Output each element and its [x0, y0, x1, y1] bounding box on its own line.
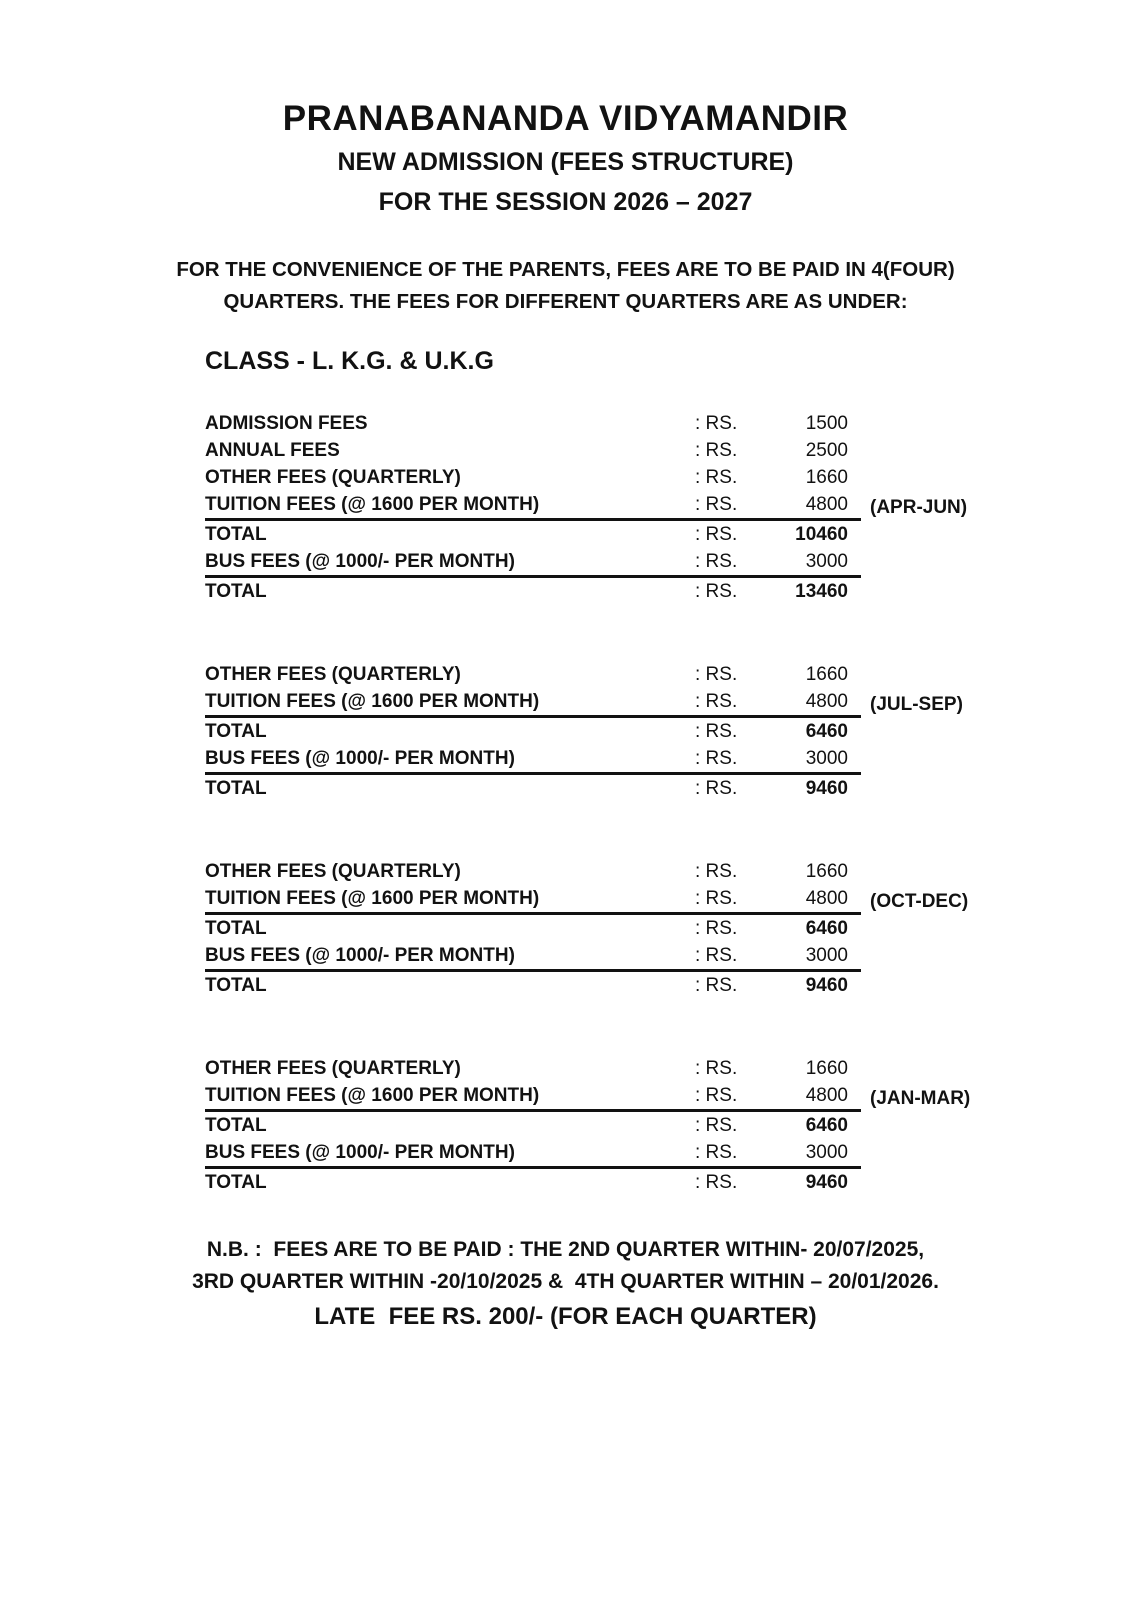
fee-row: [205, 688, 1131, 718]
fee-row-total: [205, 1169, 1131, 1196]
intro-line-2: QUARTERS. THE FEES FOR DIFFERENT QUARTERS ARE AS UNDER:: [223, 290, 908, 313]
fee-label: TOTAL: [205, 778, 267, 799]
currency-prefix: : RS.: [695, 945, 738, 966]
currency-prefix: : RS.: [695, 664, 738, 685]
fee-label: BUS FEES (@ 1000/- PER MONTH): [205, 945, 515, 966]
fee-row: [205, 1082, 1131, 1112]
fee-row: [205, 437, 1131, 464]
fee-row-total: [205, 775, 1131, 802]
class-heading: CLASS - L. K.G. & U.K.G: [205, 347, 494, 375]
currency-prefix: : RS.: [695, 721, 738, 742]
currency-prefix: : RS.: [695, 413, 738, 434]
currency-prefix: : RS.: [695, 1058, 738, 1079]
quarter-tag: (OCT-DEC): [870, 891, 969, 912]
currency-prefix: : RS.: [695, 861, 738, 882]
note-line-1: N.B. : FEES ARE TO BE PAID : THE 2ND QUARTER WITHIN- 20/07/2025,: [206, 1238, 925, 1261]
fee-amount: 1660: [805, 664, 848, 685]
document-header: [0, 96, 1131, 222]
late-fee-note: LATE FEE RS. 200/- (FOR EACH QUARTER): [314, 1303, 817, 1330]
document-subtitle-admission: NEW ADMISSION (FEES STRUCTURE): [337, 148, 794, 176]
quarter-tag: (JUL-SEP): [870, 694, 963, 715]
fee-row: [205, 1055, 1131, 1082]
fee-row: [205, 745, 1131, 775]
fee-label: BUS FEES (@ 1000/- PER MONTH): [205, 551, 515, 572]
currency-prefix: : RS.: [695, 691, 738, 712]
fee-amount: 1660: [805, 861, 848, 882]
note-line-2: 3RD QUARTER WITHIN -20/10/2025 & 4TH QUARTER WITHIN – 20/01/2026.: [192, 1270, 939, 1293]
fee-label: BUS FEES (@ 1000/- PER MONTH): [205, 1142, 515, 1163]
fee-row: [205, 942, 1131, 972]
fee-label: OTHER FEES (QUARTERLY): [205, 664, 461, 685]
fee-amount: 10460: [795, 524, 848, 545]
fee-label: TUITION FEES (@ 1600 PER MONTH): [205, 888, 540, 909]
school-name: PRANABANANDA VIDYAMANDIR: [282, 99, 849, 138]
currency-prefix: : RS.: [695, 918, 738, 939]
fee-row: [205, 410, 1131, 437]
fee-row-total: [205, 718, 1131, 745]
fee-amount: 9460: [805, 975, 848, 996]
fee-row: [205, 661, 1131, 688]
fee-amount: 3000: [805, 1142, 848, 1163]
fee-row: [205, 464, 1131, 491]
currency-prefix: : RS.: [695, 748, 738, 769]
fee-row-total: [205, 578, 1131, 605]
fee-row-total: [205, 1112, 1131, 1139]
fee-amount: 2500: [805, 440, 848, 461]
fee-label: TOTAL: [205, 975, 267, 996]
fee-amount: 6460: [805, 1115, 848, 1136]
fee-amount: 4800: [805, 494, 848, 515]
fee-amount: 6460: [805, 918, 848, 939]
payment-notes: [0, 1234, 1131, 1335]
fee-label: OTHER FEES (QUARTERLY): [205, 467, 461, 488]
fee-label: TUITION FEES (@ 1600 PER MONTH): [205, 691, 540, 712]
fee-label: TOTAL: [205, 918, 267, 939]
fee-row: [205, 491, 1131, 521]
fee-row: [205, 885, 1131, 915]
fee-row: [205, 1139, 1131, 1169]
fee-amount: 1660: [805, 467, 848, 488]
fee-label: OTHER FEES (QUARTERLY): [205, 861, 461, 882]
fee-label: ADMISSION FEES: [205, 413, 368, 434]
currency-prefix: : RS.: [695, 581, 738, 602]
fee-row: [205, 858, 1131, 885]
currency-prefix: : RS.: [695, 551, 738, 572]
fee-amount: 4800: [805, 1085, 848, 1106]
fee-row-total: [205, 915, 1131, 942]
intro-line-1: FOR THE CONVENIENCE OF THE PARENTS, FEES ARE TO BE PAID IN 4(FOUR): [176, 258, 955, 281]
currency-prefix: : RS.: [695, 440, 738, 461]
fee-amount: 4800: [805, 691, 848, 712]
quarter-tag: (JAN-MAR): [870, 1088, 971, 1109]
currency-prefix: : RS.: [695, 1085, 738, 1106]
fee-label: TOTAL: [205, 721, 267, 742]
fee-row-total: [205, 521, 1131, 548]
currency-prefix: : RS.: [695, 494, 738, 515]
fee-label: OTHER FEES (QUARTERLY): [205, 1058, 461, 1079]
currency-prefix: : RS.: [695, 467, 738, 488]
currency-prefix: : RS.: [695, 524, 738, 545]
fee-label: TOTAL: [205, 524, 267, 545]
fee-amount: 3000: [805, 551, 848, 572]
fee-block-jan-mar: [205, 1055, 1131, 1196]
fee-label: TOTAL: [205, 581, 267, 602]
fee-amount: 9460: [805, 1172, 848, 1193]
fee-block-jul-sep: [205, 661, 1131, 802]
currency-prefix: : RS.: [695, 778, 738, 799]
fee-amount: 3000: [805, 748, 848, 769]
currency-prefix: : RS.: [695, 975, 738, 996]
currency-prefix: : RS.: [695, 1115, 738, 1136]
currency-prefix: : RS.: [695, 1172, 738, 1193]
fee-row-total: [205, 972, 1131, 999]
fee-block-apr-jun: [205, 410, 1131, 605]
fee-amount: 1660: [805, 1058, 848, 1079]
fee-block-oct-dec: [205, 858, 1131, 999]
document-subtitle-session: FOR THE SESSION 2026 – 2027: [378, 188, 753, 216]
fee-amount: 1500: [805, 413, 848, 434]
currency-prefix: : RS.: [695, 888, 738, 909]
fee-label: ANNUAL FEES: [205, 440, 340, 461]
fee-amount: 4800: [805, 888, 848, 909]
quarter-tag: (APR-JUN): [870, 497, 968, 518]
fee-row: [205, 548, 1131, 578]
fee-label: TOTAL: [205, 1172, 267, 1193]
fee-amount: 13460: [795, 581, 848, 602]
fee-label: TOTAL: [205, 1115, 267, 1136]
fee-label: TUITION FEES (@ 1600 PER MONTH): [205, 494, 540, 515]
intro-paragraph: [0, 254, 1131, 318]
currency-prefix: : RS.: [695, 1142, 738, 1163]
fee-label: BUS FEES (@ 1000/- PER MONTH): [205, 748, 515, 769]
fee-amount: 3000: [805, 945, 848, 966]
fee-label: TUITION FEES (@ 1600 PER MONTH): [205, 1085, 540, 1106]
fee-amount: 9460: [805, 778, 848, 799]
fee-amount: 6460: [805, 721, 848, 742]
